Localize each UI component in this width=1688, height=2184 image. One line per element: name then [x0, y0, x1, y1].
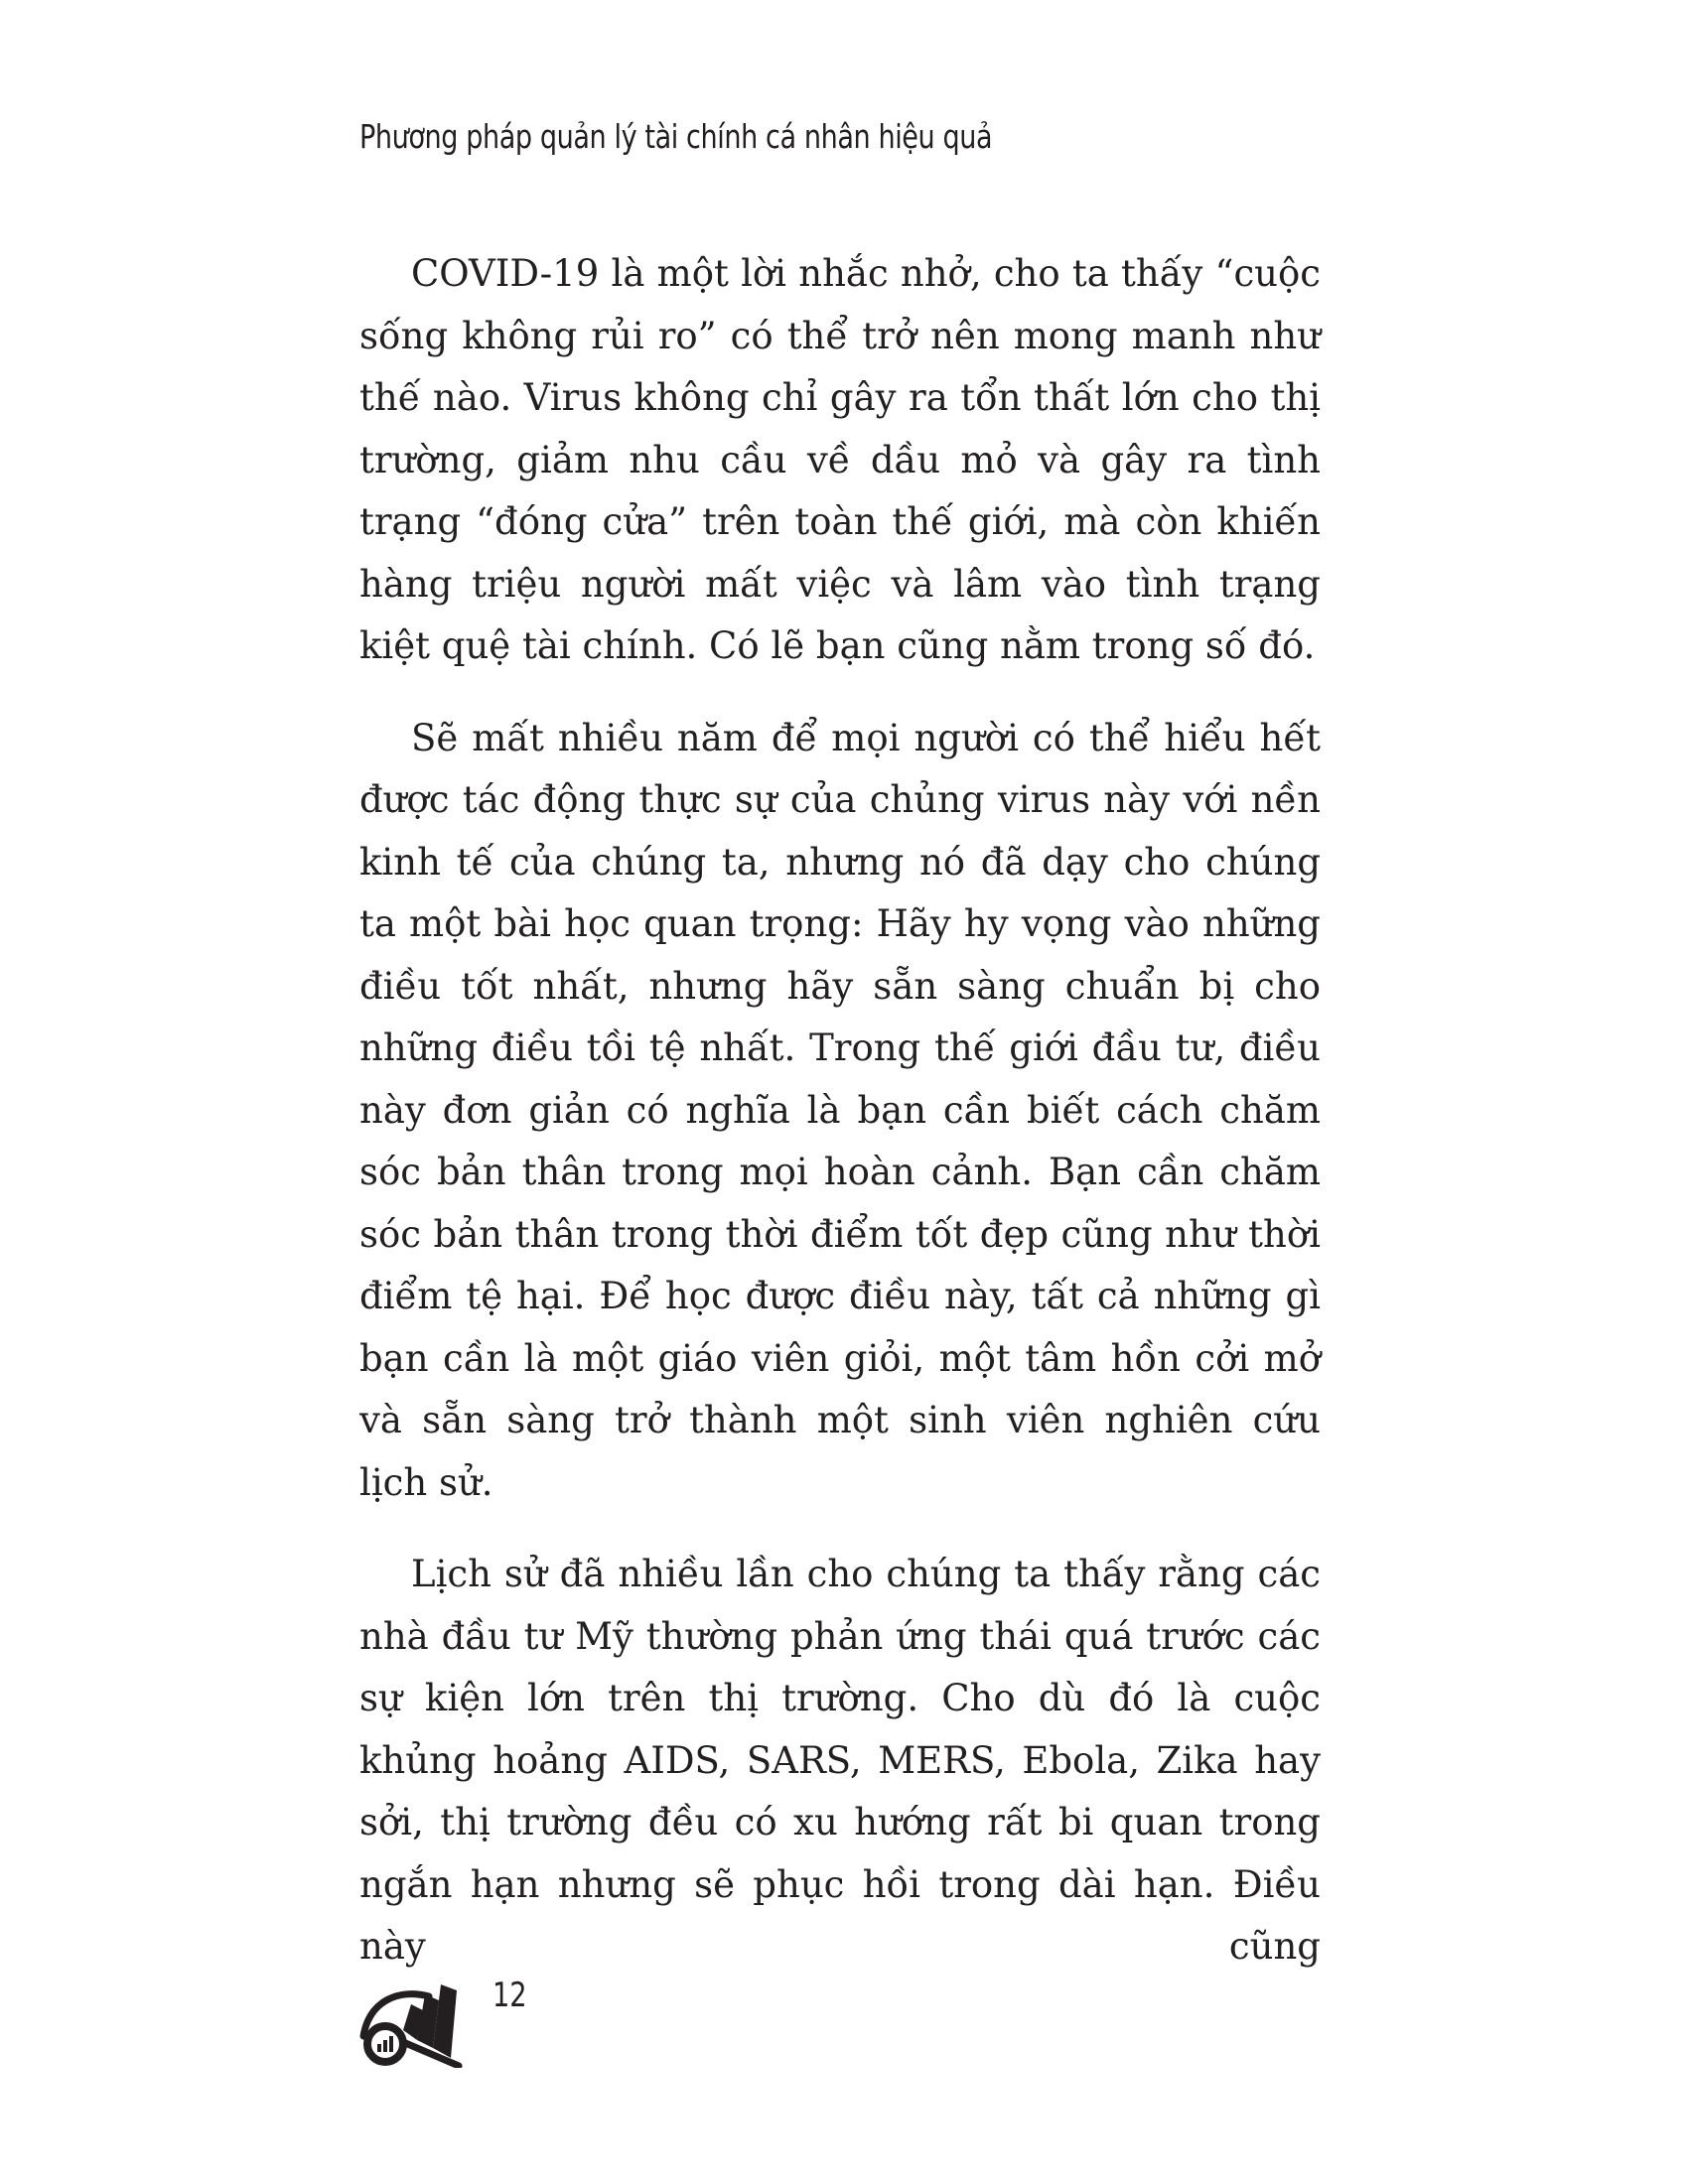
paragraph: Lịch sử đã nhiều lần cho chúng ta thấy rằng các nhà đầu tư Mỹ thường phản ứng thái quá trước các sự kiện lớn trên thị trường. Cho dù đó là cuộc khủng hoảng AIDS, SARS, MERS, Ebola, Zika hay sởi, thị trường đều có xu hướng rất bi quan trong ngắn hạn nhưng sẽ phục hồi trong dài hạn. Điều này cũng: [359, 1553, 1321, 1968]
body-text: [359, 243, 1321, 2008]
chart-key-logo-icon: [359, 1971, 477, 2068]
paragraph: COVID-19 là một lời nhắc nhở, cho ta thấy “cuộc sống không rủi ro” có thể trở nên mong manh như thế nào. Virus không chỉ gây ra tổn thất lớn cho thị trường, giảm nhu cầu về dầu mỏ và gây ra tình trạng “đóng cửa” trên toàn thế giới, mà còn khiến hàng triệu người mất việc và lâm vào tình trạng kiệt quệ tài chính. Có lẽ bạn cũng nằm trong số đó.: [359, 252, 1321, 667]
page-number: 12: [492, 1976, 527, 2015]
running-header-title: Phương pháp quản lý tài chính cá nhân hiệu quả: [359, 117, 993, 156]
paragraph: Sẽ mất nhiều năm để mọi người có thể hiểu hết được tác động thực sự của chủng virus này với nền kinh tế của chúng ta, nhưng nó đã dạy cho chúng ta một bài học quan trọng: Hãy hy vọng vào những điều tốt nhất, nhưng hãy sẵn sàng chuẩn bị cho những điều tồi tệ nhất. Trong thế giới đầu tư, điều này đơn giản có nghĩa là bạn cần biết cách chăm sóc bản thân trong mọi hoàn cảnh. Bạn cần chăm sóc bản thân trong thời điểm tốt đẹp cũng như thời điểm tệ hại. Để học được điều này, tất cả những gì bạn cần là một giáo viên giỏi, một tâm hồn cởi mở và sẵn sàng trở thành một sinh viên nghiên cứu lịch sử.: [359, 716, 1321, 1504]
